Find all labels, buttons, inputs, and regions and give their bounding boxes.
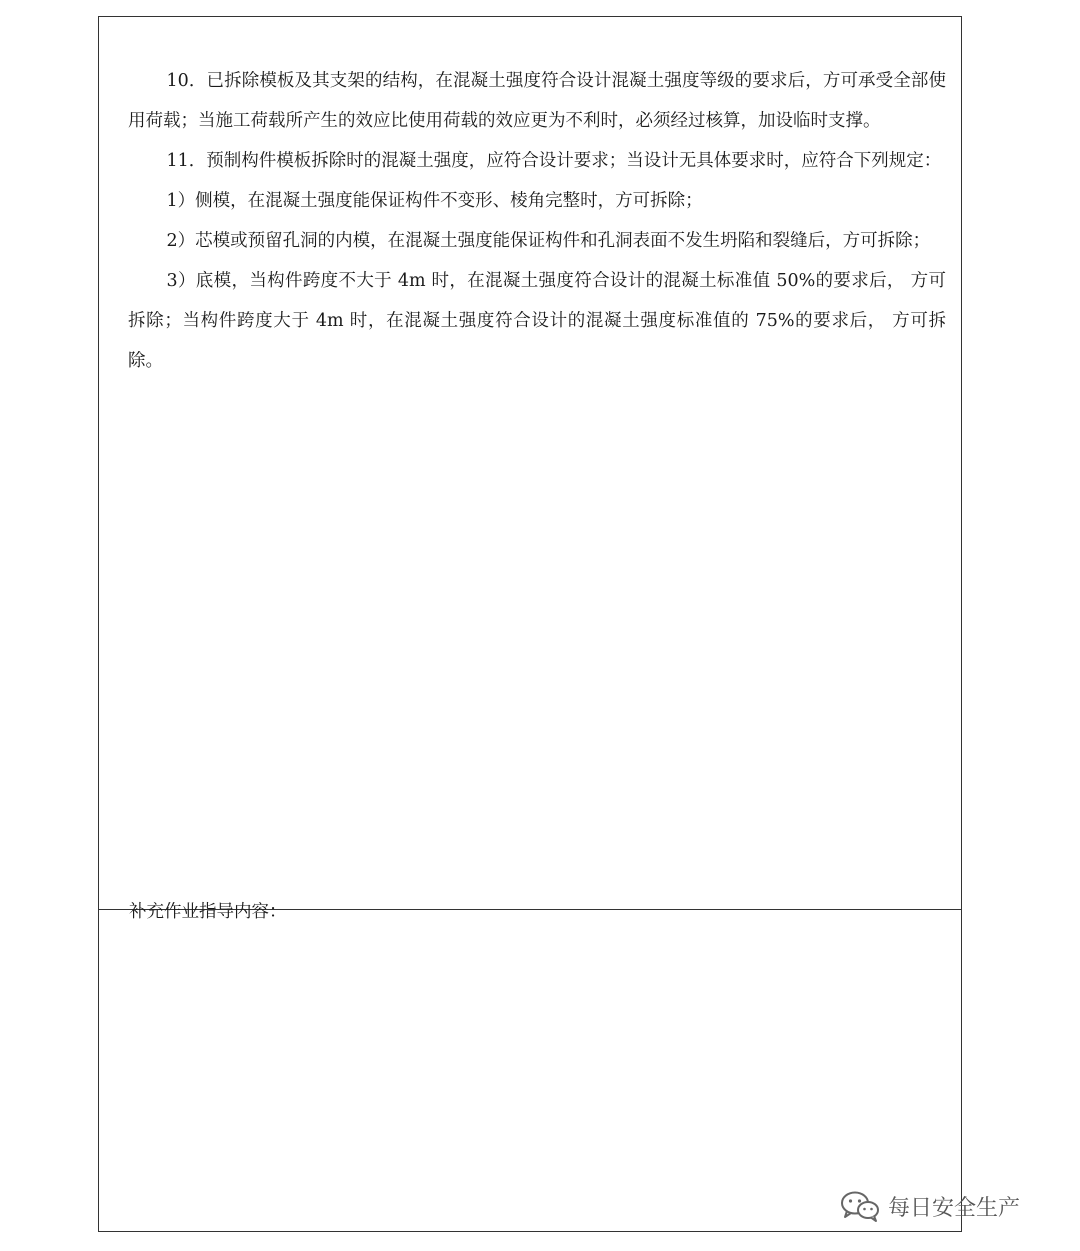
paragraph-item-2: 2）芯模或预留孔洞的内模，在混凝土强度能保证构件和孔洞表面不发生坍陷和裂缝后，方可拆除； <box>166 231 931 251</box>
paragraph-item-3: 3）底模，当构件跨度不大于 4m 时，在混凝土强度符合设计的混凝土标准值 50%的要求后， 方可拆除；当构件跨度大于 4m 时，在混凝土强度符合设计的混凝土强度标准值的 75%的要求后， 方可拆除。 <box>128 271 946 371</box>
instructions-section <box>99 17 961 910</box>
instructions-body <box>128 61 946 381</box>
watermark <box>838 1186 1020 1226</box>
paragraph-item-1: 1）侧模，在混凝土强度能保证构件不变形、棱角完整时，方可拆除； <box>166 191 703 211</box>
supplement-label: 补充作业指导内容： <box>129 902 287 922</box>
watermark-text: 每日安全生产 <box>888 1195 1021 1221</box>
paragraph-11: 11．预制构件模板拆除时的混凝土强度，应符合设计要求；当设计无具体要求时，应符合下列规定： <box>166 151 942 171</box>
paragraph-10: 10．已拆除模板及其支架的结构，在混凝土强度符合设计混凝土强度等级的要求后，方可承受全部使用荷载；当施工荷载所产生的效应比使用荷载的效应更为不利时，必须经过核算，加设临时支撑。 <box>128 71 946 131</box>
document-sheet <box>98 16 962 1232</box>
wechat-icon <box>838 1188 882 1224</box>
